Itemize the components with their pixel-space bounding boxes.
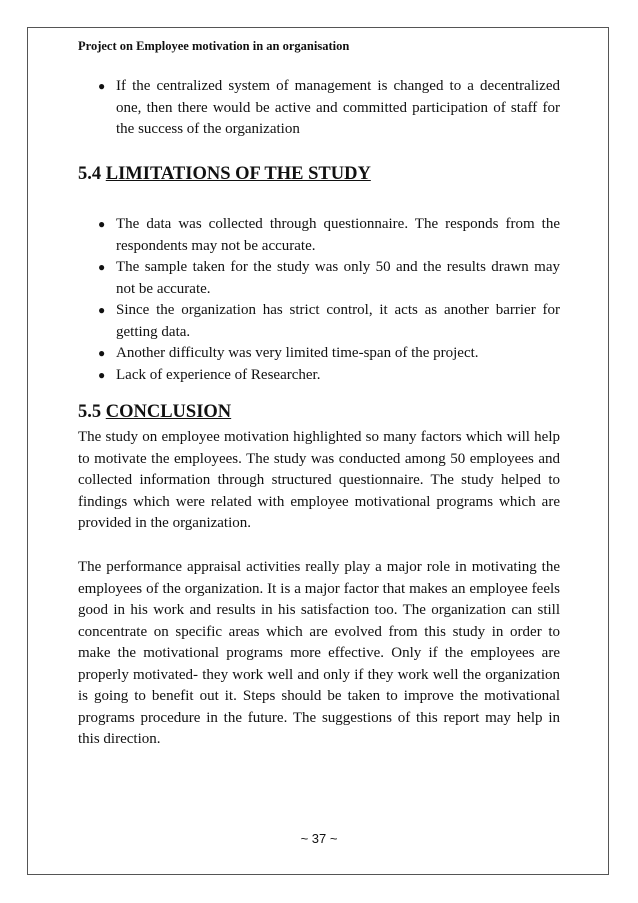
bullet-icon: ● <box>98 367 106 382</box>
list-item: ● Lack of experience of Researcher. <box>78 365 560 387</box>
section-number: 5.4 <box>78 164 102 184</box>
bullet-icon: ● <box>98 260 106 274</box>
page-number: ~ 37 ~ <box>300 831 338 846</box>
section-title: CONCLUSION <box>105 402 232 422</box>
list-item: ● Another difficulty was very limited time-span of the project. <box>78 343 560 365</box>
running-header: Project on Employee motivation in an organisation <box>78 39 350 53</box>
list-item: ● If the centralized system of management is changed to a decentralized one, then there would be active and committed participation of staff for the success of the organization <box>98 78 560 137</box>
conclusion-paragraph-1: The study on employee motivation highlighted so many factors which will help to motivate the employees. The study was conducted among 50 employees and collected information through structured questionnaire. The study helped to findings which were related with employee motivational programs which are provided in the organization. <box>78 429 560 531</box>
limitations-bullet-list <box>78 214 560 386</box>
list-item: ● Since the organization has strict control, it acts as another barrier for getting data. <box>98 302 560 340</box>
bullet-icon: ● <box>98 303 106 317</box>
bullet-icon: ● <box>98 346 106 360</box>
conclusion-paragraph-2: The performance appraisal activities really play a major role in motivating the employees of the organization. It is a major factor that makes an employee feels good in his work and results in his satisfaction too. The organization can still concentrate on specific areas which are evolved from this study in order to make the motivational programs more effective. Only if the employees are properly motivated- they work well and only if they work well the organization is going to benefit out it. Steps should be taken to improve the motivational programs procedure in the future. The suggestions of this report may help in this direction. <box>78 559 560 747</box>
list-item: ● The data was collected through questionnaire. The responds from the respondents may not be accurate. <box>98 216 560 254</box>
list-item: ● The sample taken for the study was only 50 and the results drawn may not be accurate. <box>98 259 560 297</box>
section-title: LIMITATIONS OF THE STUDY <box>105 164 371 184</box>
bullet-icon: ● <box>98 79 106 93</box>
section-heading-conclusion <box>78 400 560 424</box>
bullet-icon: ● <box>98 217 106 231</box>
section-heading-limitations <box>78 162 560 186</box>
intro-bullet-list <box>78 76 560 141</box>
section-number: 5.5 <box>78 402 102 422</box>
